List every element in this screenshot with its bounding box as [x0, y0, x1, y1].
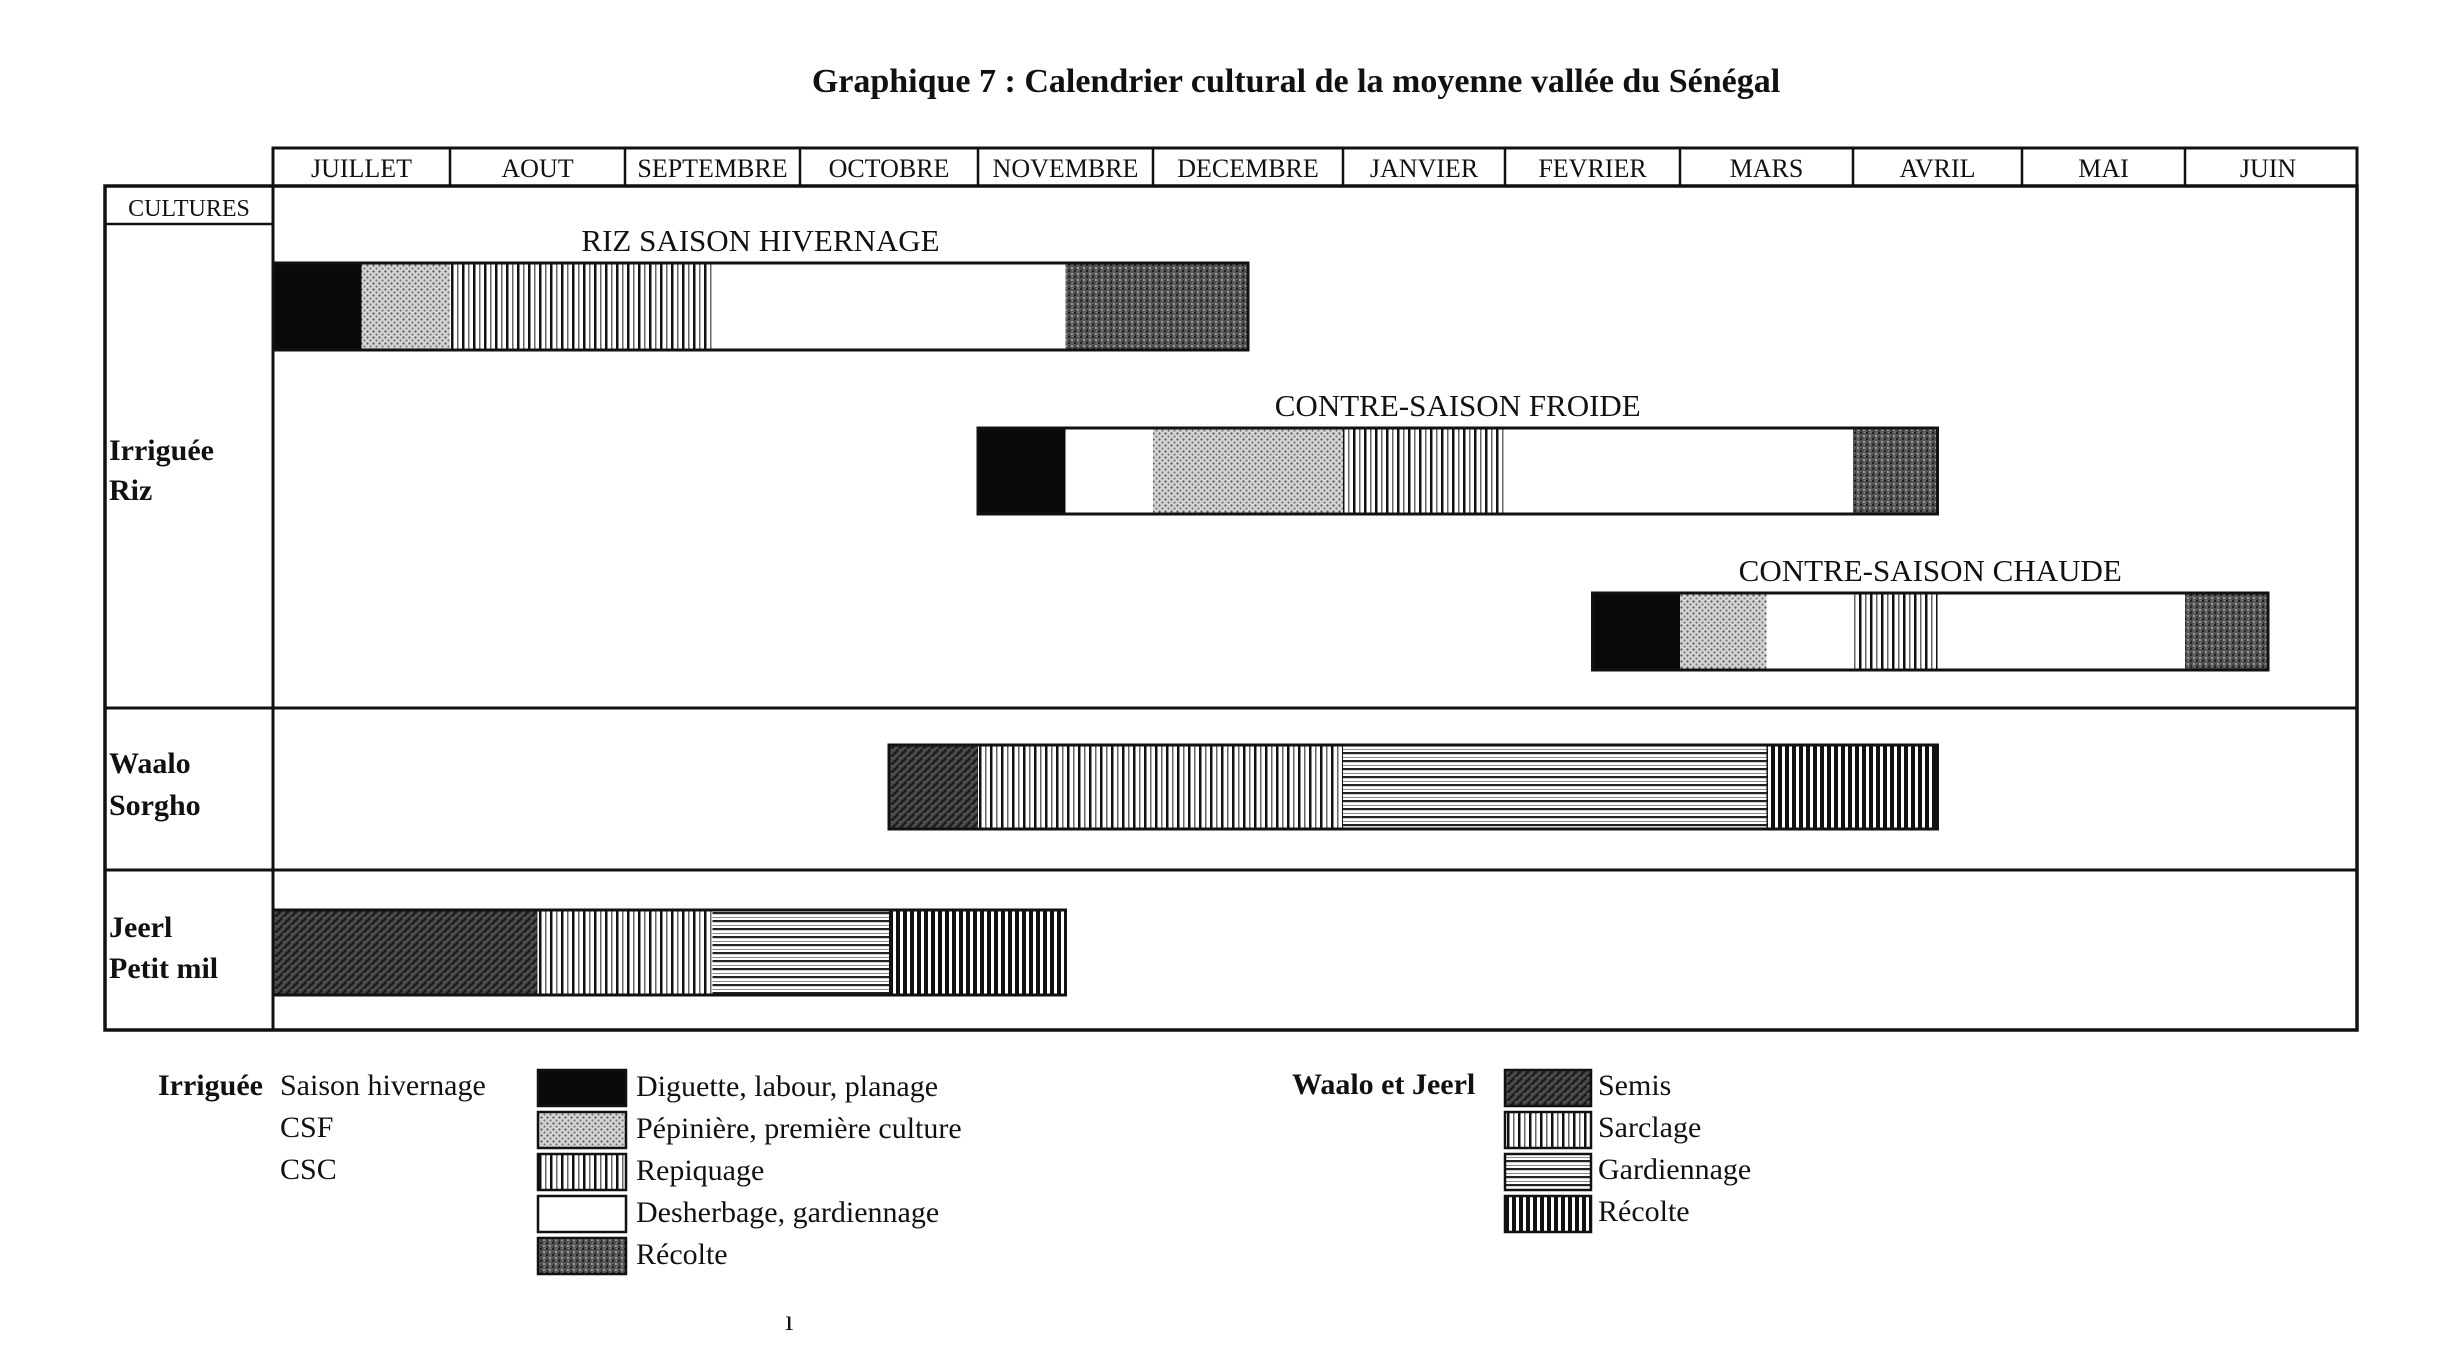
bar-label: RIZ SAISON HIVERNAGE [581, 223, 940, 258]
bar-segment [713, 910, 890, 995]
legend-label: Sarclage [1598, 1111, 1702, 1144]
month-label: MARS [1729, 154, 1804, 183]
legend-label: Semis [1598, 1069, 1672, 1102]
bar-3 [889, 745, 1938, 829]
row-label: Petit mil [109, 952, 219, 985]
bar-label: CONTRE-SAISON CHAUDE [1738, 553, 2122, 588]
row-label: Jeerl [109, 911, 173, 944]
legend-season: CSF [280, 1111, 334, 1144]
legend-label: Récolte [1598, 1195, 1690, 1228]
month-label: JUIN [2239, 154, 2297, 183]
legend-swatch [538, 1070, 626, 1106]
row-label: Sorgho [109, 789, 201, 822]
bar-0 [273, 223, 1248, 350]
month-label: JUILLET [310, 154, 413, 183]
bar-1 [978, 388, 1938, 514]
bar-2 [1593, 553, 2269, 670]
bar-segment [1343, 745, 1767, 829]
legend-label: Pépinière, première culture [636, 1112, 962, 1145]
legend-swatch [538, 1238, 626, 1274]
bar-segment [889, 910, 1066, 995]
legend-swatch [538, 1112, 626, 1148]
month-header [311, 148, 2296, 186]
month-label: FEVRIER [1538, 154, 1647, 183]
bar-segment [1066, 428, 1154, 514]
row-label: Waalo [109, 747, 191, 780]
bar-label: CONTRE-SAISON FROIDE [1274, 388, 1641, 423]
legend-swatch [538, 1154, 626, 1190]
bar-segment [273, 263, 362, 350]
legend-swatch [1505, 1070, 1591, 1106]
bar-segment [1593, 593, 1681, 670]
bar-segment [978, 745, 1343, 829]
legend-label: Desherbage, gardiennage [636, 1196, 940, 1229]
month-label: SEPTEMBRE [637, 154, 788, 183]
month-label: AOUT [501, 154, 574, 183]
month-label: JANVIER [1369, 154, 1479, 183]
month-label: NOVEMBRE [992, 154, 1139, 183]
bar-segment [1853, 593, 1938, 670]
legend-label: Récolte [636, 1238, 728, 1271]
bar-segment [1343, 428, 1505, 514]
bar-4 [273, 910, 1066, 995]
bar-segment [713, 263, 1066, 350]
legend-label: Gardiennage [1598, 1153, 1752, 1186]
bar-segment [1767, 593, 1854, 670]
bar-segment [889, 745, 978, 829]
legend-title: Irriguée [158, 1069, 263, 1102]
legend-season: CSC [280, 1153, 337, 1186]
row-label: Irriguée [109, 434, 214, 467]
month-label: AVRIL [1899, 154, 1976, 183]
legend-season: Saison hivernage [280, 1069, 486, 1102]
bar-segment [362, 263, 451, 350]
row-label: Riz [109, 474, 153, 507]
month-label: MAI [2078, 154, 2129, 183]
bar-segment [450, 263, 713, 350]
bars [273, 223, 2268, 995]
bar-segment [273, 910, 538, 995]
bar-segment [1066, 263, 1249, 350]
bar-segment [2185, 593, 2268, 670]
stray-mark: ı [785, 1304, 794, 1337]
bar-segment [1938, 593, 2186, 670]
chart-title: Graphique 7 : Calendrier cultural de la moyenne vallée du Sénégal [811, 63, 1781, 100]
cultures-header: CULTURES [128, 196, 250, 222]
legend-swatch [1505, 1112, 1591, 1148]
bar-segment [1680, 593, 1767, 670]
month-label: DECEMBRE [1177, 154, 1319, 183]
bar-segment [978, 428, 1066, 514]
legend [158, 1068, 1751, 1337]
legend-swatch [1505, 1154, 1591, 1190]
legend-swatch [538, 1196, 626, 1232]
legend-swatch [1505, 1196, 1591, 1232]
legend-title: Waalo et Jeerl [1292, 1068, 1476, 1101]
bar-segment [1853, 428, 1938, 514]
bar-segment [1153, 428, 1343, 514]
legend-label: Diguette, labour, planage [636, 1070, 939, 1103]
bar-segment [1767, 745, 1938, 829]
month-label: OCTOBRE [828, 154, 950, 183]
bar-segment [1505, 428, 1853, 514]
legend-label: Repiquage [636, 1154, 765, 1187]
bar-segment [538, 910, 713, 995]
